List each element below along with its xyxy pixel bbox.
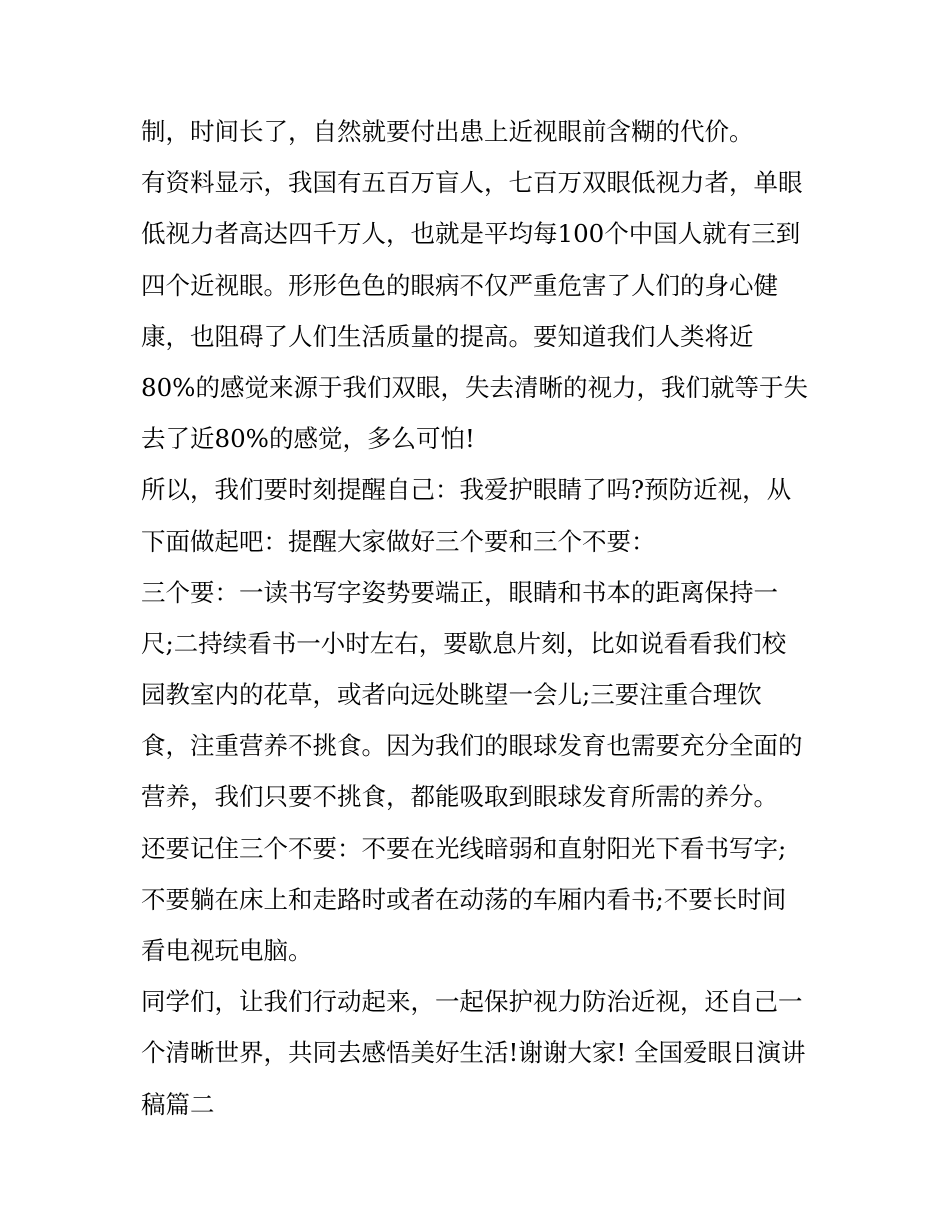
- text-line: 下面做起吧：提醒大家做好三个要和三个不要：: [141, 526, 656, 556]
- text-line: 低视力者高达四千万人，也就是平均每100个中国人就有三到: [141, 219, 801, 249]
- text-line: 营养，我们只要不挑食，都能吸取到眼球发育所需的养分。: [141, 782, 778, 812]
- text-line: 尺;二持续看书一小时左右，要歇息片刻，比如说看看我们校: [141, 628, 787, 658]
- text-line: 去了近80%的感觉，多么可怕!: [141, 424, 475, 454]
- text-line: 四个近视眼。形形色色的眼病不仅严重危害了人们的身心健: [141, 270, 778, 300]
- text-line: 看电视玩电脑。: [141, 936, 313, 965]
- text-line: 康，也阻碍了人们生活质量的提高。要知道我们人类将近: [141, 321, 754, 351]
- text-line: 不要躺在床上和走路时或者在动荡的车厢内看书;不要长时间: [141, 884, 787, 914]
- text-line: 食，注重营养不挑食。因为我们的眼球发育也需要充分全面的: [141, 731, 803, 761]
- body-text: [141, 106, 821, 1130]
- text-line: 有资料显示，我国有五百万盲人，七百万双眼低视力者，单眼: [141, 168, 803, 198]
- text-line: 三个要：一读书写字姿势要端正，眼睛和书本的距离保持一: [141, 577, 778, 607]
- text-line: 园教室内的花草，或者向远处眺望一会儿;三要注重合理饮: [141, 680, 762, 710]
- text-line: 所以，我们要时刻提醒自己：我爱护眼睛了吗?预防近视，从: [141, 475, 792, 505]
- text-line: 80%的感觉来源于我们双眼，失去清晰的视力，我们就等于失: [141, 372, 808, 402]
- text-line: 还要记住三个不要：不要在光线暗弱和直射阳光下看书写字;: [141, 833, 787, 863]
- text-line: 个清晰世界，共同去感悟美好生活!谢谢大家! 全国爱眼日演讲: [141, 1038, 806, 1068]
- text-line: 同学们，让我们行动起来，一起保护视力防治近视，还自己一: [141, 987, 803, 1017]
- text-line: 制，时间长了，自然就要付出患上近视眼前含糊的代价。: [141, 117, 754, 146]
- text-line: 稿篇二: [141, 1089, 215, 1119]
